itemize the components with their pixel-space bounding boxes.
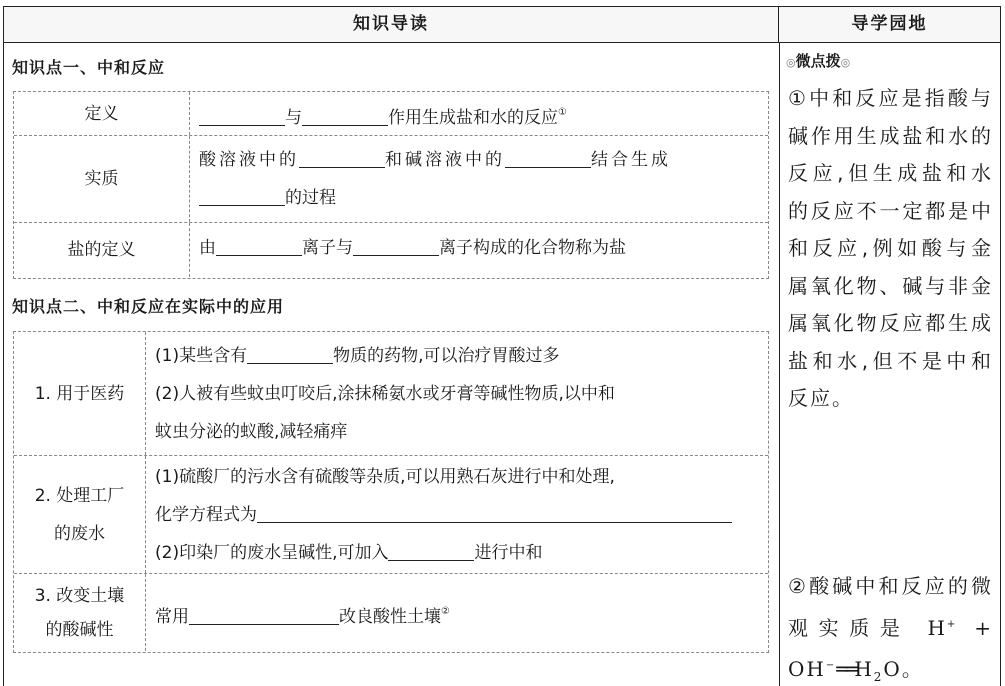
text: 作用生成盐和水的反应: [388, 108, 558, 128]
text: 离子构成的化合物称为盐: [439, 238, 626, 258]
tip-heading: [786, 50, 850, 71]
text: 进行中和: [474, 543, 543, 563]
fill-blank[interactable]: [388, 537, 474, 561]
footnote-marker: ①: [558, 107, 567, 118]
text: (2)人被有些蚊虫叮咬后,涂抹稀氨水或牙膏等碱性物质,以中和: [155, 384, 615, 404]
section1-table: [13, 91, 769, 279]
fill-blank[interactable]: [189, 601, 339, 625]
text: 的过程: [285, 188, 336, 208]
table-row: [14, 574, 768, 651]
table-row: [14, 223, 768, 277]
row-label: 1. 用于医药: [14, 332, 146, 455]
formula: $H^+ + OH^-══H_2O$。: [788, 615, 994, 684]
row-content: [146, 456, 768, 573]
fill-blank[interactable]: [199, 182, 285, 206]
fill-blank-equation[interactable]: [257, 499, 732, 523]
row-label: 盐的定义: [14, 223, 190, 277]
row-content: [190, 136, 768, 222]
row-label: 实质: [14, 136, 190, 222]
text: 酸溶液中的: [199, 150, 299, 170]
fill-blank[interactable]: [199, 102, 285, 126]
section2-title: 知识点二、中和反应在实际中的应用: [12, 297, 285, 316]
table-row: [14, 136, 768, 223]
table-row: [14, 92, 768, 136]
sidebar-note-2: [788, 568, 993, 686]
text: (1)某些含有: [155, 346, 248, 366]
fill-blank[interactable]: [353, 232, 439, 256]
text: 蚊虫分泌的蚁酸,减轻痛痒: [155, 422, 348, 442]
section2-table: [13, 331, 769, 653]
row-content: [146, 574, 768, 651]
row-label: 定义: [14, 92, 190, 135]
label-line: 的废水: [54, 523, 105, 544]
text: 结合生成: [591, 150, 671, 170]
text: 与: [285, 108, 302, 128]
bullet-icon: ◎: [786, 56, 796, 69]
text: 化学方程式为: [155, 505, 257, 525]
row-content: [190, 92, 768, 135]
label-line: 的酸碱性: [45, 619, 114, 640]
fill-blank[interactable]: [299, 144, 385, 168]
fill-blank[interactable]: [216, 232, 302, 256]
section1-title: 知识点一、中和反应: [12, 58, 166, 77]
text: 由: [199, 238, 216, 258]
row-label: [14, 574, 146, 651]
fill-blank[interactable]: [302, 102, 388, 126]
text: 离子与: [302, 238, 353, 258]
bullet-icon: ◎: [840, 56, 851, 69]
table-row: [14, 456, 768, 574]
text: (2)印染厂的废水呈碱性,可加入: [155, 543, 389, 563]
row-content: [146, 332, 768, 455]
label-line: 3. 改变土壤: [34, 585, 125, 606]
sidebar-note-1: ①中和反应是指酸与碱作用生成盐和水的反应,但生成盐和水的反应不一定都是中和反应,例如酸与金属氧化物、碱与非金属氧化物反应都生成盐和水,但不是中和反应。: [788, 86, 993, 410]
label-line: 2. 处理工厂: [34, 485, 125, 506]
row-label: [14, 456, 146, 573]
study-garden-title: 导学园地: [851, 14, 928, 34]
text: 物质的药物,可以治疗胃酸过多: [333, 346, 560, 366]
text: 常用: [155, 607, 189, 627]
text: (1)硫酸厂的污水含有硫酸等杂质,可以用熟石灰进行中和处理,: [155, 467, 615, 487]
column-divider: [779, 43, 780, 686]
tip-label: 微点拨: [795, 52, 841, 70]
fill-blank[interactable]: [505, 144, 591, 168]
table-row: [14, 332, 768, 456]
knowledge-guide-title: 知识导读: [4, 7, 779, 43]
header-row: [4, 7, 1000, 43]
footnote-marker: ②: [441, 606, 450, 617]
text: 和碱溶液中的: [385, 150, 505, 170]
row-content: [190, 223, 768, 277]
fill-blank[interactable]: [247, 340, 333, 364]
text: 改良酸性土壤: [339, 607, 441, 627]
text: ②酸碱中和反应的微观实质是: [788, 574, 993, 640]
